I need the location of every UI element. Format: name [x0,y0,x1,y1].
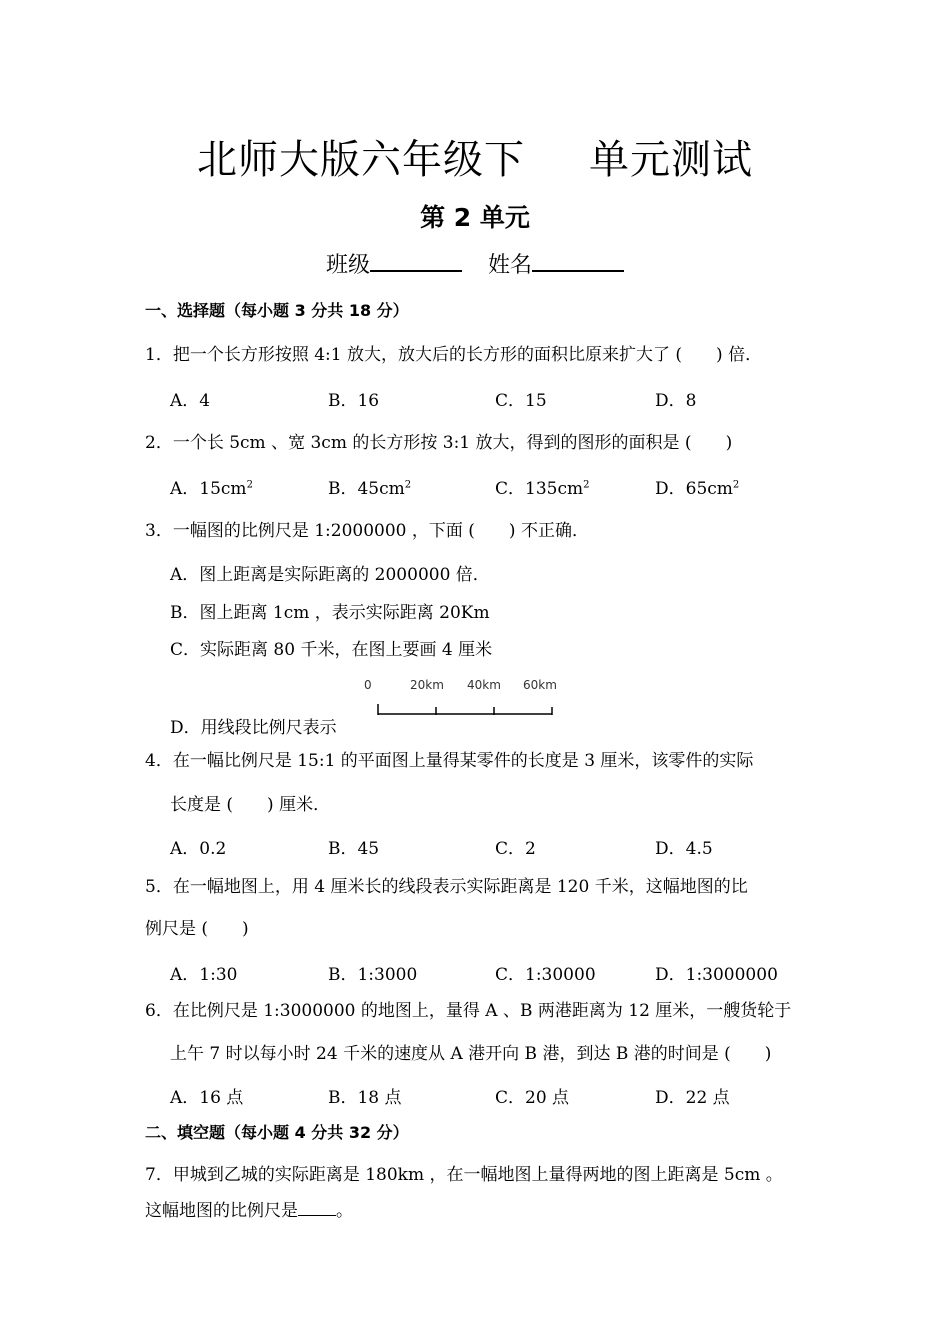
scale-label-40km: 40km [467,678,501,692]
q2-option-c[interactable]: C．$135cm^2$ [495,479,590,499]
question-5-line-2: 例尺是 ( ) [145,919,249,939]
q4-option-d[interactable]: D．4.5 [655,839,713,859]
question-3: 3．一幅图的比例尺是 1:2000000 ，下面 ( ) 不正确． [145,521,589,541]
q2-option-d[interactable]: D．$65cm^2$ [655,479,740,499]
q5-option-a[interactable]: A．1:30 [170,965,238,985]
q6-option-c[interactable]: C．20 点 [495,1088,570,1108]
page-title: 北师大版六年级下 单元测试 [197,137,753,183]
q4-option-a[interactable]: A．0.2 [170,839,227,859]
question-5-line-1: 5．在一幅地图上，用 4 厘米长的线段表示实际距离是 120 千米，这幅地图的比 [145,877,748,897]
q5-option-b[interactable]: B．1:3000 [328,965,418,985]
scale-label-20km: 20km [410,678,444,692]
question-2: 2．一个长 5cm 、宽 3cm 的长方形按 3:1 放大，得到的图形的面积是 ( ) [145,433,733,453]
section-heading-fill-in: 二、填空题（每小题 4 分共 32 分） [145,1123,409,1142]
q1-option-b[interactable]: B．16 [328,391,380,411]
name-blank[interactable] [532,250,624,272]
q4-option-b[interactable]: B．45 [328,839,380,859]
q3-option-c[interactable]: C．实际距离 80 千米，在图上要画 4 厘米 [170,640,493,660]
class-blank[interactable] [370,250,462,272]
section-heading-choice: 一、选择题（每小题 3 分共 18 分） [145,301,409,320]
q3-option-d[interactable]: D．用线段比例尺表示 [170,718,337,738]
question-7-line-1: 7．甲城到乙城的实际距离是 180km ，在一幅地图上量得两地的图上距离是 5cm 。 [145,1165,783,1185]
question-6-line-1: 6．在比例尺是 1:3000000 的地图上，量得 A 、B 两港距离为 12 厘米，一艘货轮于 [145,1001,792,1021]
q3-option-a[interactable]: A．图上距离是实际距离的 2000000 倍． [170,565,490,585]
question-4-line-2: 长度是 ( ) 厘米． [170,795,331,815]
q1-option-d[interactable]: D．8 [655,391,697,411]
unit-subtitle: 第 2 单元 [420,203,530,232]
q6-option-d[interactable]: D．22 点 [655,1088,730,1108]
question-4-line-1: 4．在一幅比例尺是 15:1 的平面图上量得某零件的长度是 3 厘米，该零件的实际 [145,751,754,771]
q1-option-a[interactable]: A．4 [170,391,211,411]
question-1: 1．把一个长方形按照 4:1 放大，放大后的长方形的面积比原来扩大了 ( ) 倍． [145,345,763,365]
q1-option-c[interactable]: C．15 [495,391,547,411]
line-segment-scale-figure [360,676,570,720]
q7-answer-blank[interactable] [298,1201,336,1216]
q3-option-b[interactable]: B．图上距离 1cm ，表示实际距离 20Km [170,603,490,623]
question-7-line-2: 这幅地图的比例尺是 。 [145,1201,353,1221]
name-label: 姓名 [488,253,533,278]
class-label: 班级 [325,253,370,278]
q2-option-b[interactable]: B．$45cm^2$ [328,479,412,499]
student-info-line [0,248,950,279]
q5-option-c[interactable]: C．1:30000 [495,965,596,985]
scale-label-0: 0 [364,678,372,692]
q6-option-a[interactable]: A．16 点 [170,1088,244,1108]
scale-label-60km: 60km [523,678,557,692]
q2-option-a[interactable]: A．$15cm^2$ [170,479,253,499]
q4-option-c[interactable]: C．2 [495,839,536,859]
q6-option-b[interactable]: B．18 点 [328,1088,402,1108]
q5-option-d[interactable]: D．1:3000000 [655,965,778,985]
question-6-line-2: 上午 7 时以每小时 24 千米的速度从 A 港开向 B 港，到达 B 港的时间是 ( ) [170,1044,772,1064]
